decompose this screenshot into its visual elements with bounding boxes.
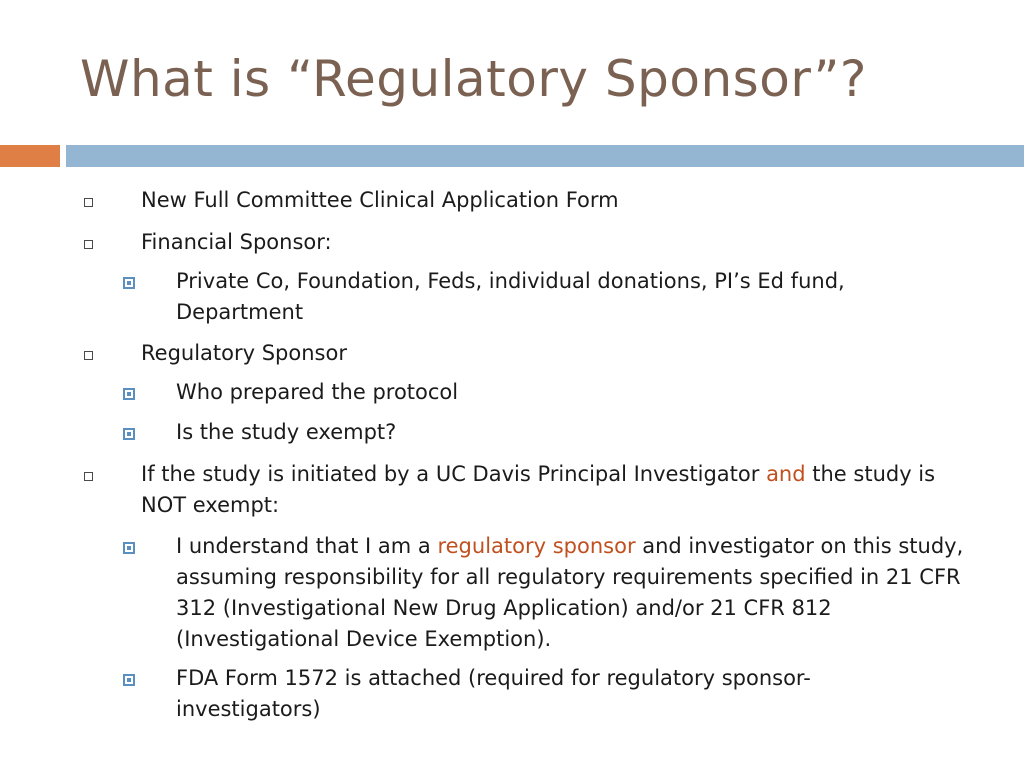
sub-bullet-item: FDA Form 1572 is attached (required for regulatory sponsor-investigators) (176, 666, 811, 721)
hollow-square-bullet-icon (84, 351, 93, 360)
bullet-text: If the study is initiated by a UC Davis Principal Investigator (141, 462, 767, 486)
sub-bullet-item: Who prepared the protocol (176, 380, 459, 404)
sub-bullet-item: Is the study exempt? (176, 420, 397, 444)
blue-accent-bar (66, 145, 1024, 167)
bullet-item: Regulatory Sponsor (141, 341, 347, 365)
filled-square-bullet-icon (123, 388, 135, 400)
filled-square-bullet-icon (123, 542, 135, 554)
filled-square-bullet-icon (123, 428, 135, 440)
filled-square-bullet-icon (123, 674, 135, 686)
bullet-item (141, 459, 981, 521)
sub-bullet-item (176, 531, 986, 655)
filled-square-bullet-icon (123, 277, 135, 289)
highlight-text: and (766, 462, 806, 486)
hollow-square-bullet-icon (84, 240, 93, 249)
highlight-text: regulatory sponsor (437, 534, 636, 558)
bullet-item: Financial Sponsor: (141, 230, 332, 254)
bullet-text: the study is NOT exempt: (141, 462, 936, 517)
slide-title: What is “Regulatory Sponsor”? (80, 50, 867, 108)
bullet-item: New Full Committee Clinical Application Form (141, 188, 619, 212)
orange-accent-bar (0, 145, 60, 167)
sub-bullet-item: Private Co, Foundation, Feds, individual donations, PI’s Ed fund, Department (176, 269, 845, 324)
bullet-text: and investigator on this study, assuming responsibility for all regulatory requirements specified in 21 CFR 312 (Investigational New Drug Application) and/or 21 CFR 812 (Investigational Device Exemption). (176, 534, 964, 651)
bullet-text: I understand that I am a (176, 534, 438, 558)
hollow-square-bullet-icon (84, 198, 93, 207)
hollow-square-bullet-icon (84, 472, 93, 481)
